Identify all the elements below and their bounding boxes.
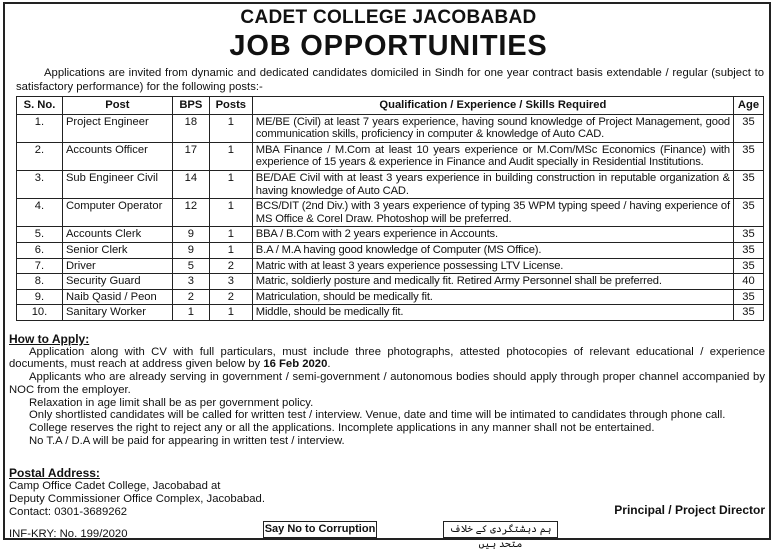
cell-posts: 2 [209, 289, 252, 305]
cell-age: 35 [733, 170, 763, 198]
postal-heading: Postal Address: [9, 466, 100, 480]
cell-age: 35 [733, 258, 763, 274]
cell-qual: B.A / M.A having good knowledge of Computer (MS Office). [252, 242, 733, 258]
table-row [17, 199, 764, 227]
cell-posts: 1 [209, 242, 252, 258]
cell-age: 35 [733, 227, 763, 243]
cell-posts: 1 [209, 170, 252, 198]
org-name: CADET COLLEGE JACOBABAD [240, 7, 537, 28]
cell-post: Sanitary Worker [62, 305, 172, 321]
column-header: S. No. [17, 97, 63, 115]
cell-post: Accounts Officer [62, 142, 172, 170]
cell-posts: 3 [209, 274, 252, 290]
cell-sno: 10. [17, 305, 63, 321]
reference-number: INF-KRY: No. 199/2020 [9, 528, 128, 540]
cell-qual: Middle, should be medically fit. [252, 305, 733, 321]
intro-text: Applications are invited from dynamic and dedicated candidates domiciled in Sindh for one year contract basis extendable / regular (subject to satisfactory performance) for the following posts:- [16, 67, 764, 93]
cell-age: 40 [733, 274, 763, 290]
column-header: Post [62, 97, 172, 115]
apply-text: Application along with CV with full particulars, must include three photographs, attested photocopies of relevant educational / experience documents, must reach at address given below by [9, 345, 765, 371]
table-row [17, 274, 764, 290]
cell-post: Senior Clerk [62, 242, 172, 258]
cell-age: 35 [733, 242, 763, 258]
table-row [17, 305, 764, 321]
cell-age: 35 [733, 199, 763, 227]
cell-bps: 3 [172, 274, 209, 290]
slogan-urdu: ہم دہشتگردی کے خلاف متحد ہیں [443, 521, 558, 538]
postal-address [9, 467, 265, 519]
cell-sno: 1. [17, 114, 63, 142]
cell-sno: 4. [17, 199, 63, 227]
cell-sno: 7. [17, 258, 63, 274]
cell-posts: 2 [209, 258, 252, 274]
cell-qual: Matriculation, should be medically fit. [252, 289, 733, 305]
slogan-english: Say No to Corruption [263, 521, 377, 538]
cell-post: Accounts Clerk [62, 227, 172, 243]
cell-posts: 1 [209, 227, 252, 243]
cell-bps: 2 [172, 289, 209, 305]
table-row [17, 289, 764, 305]
address-line: Deputy Commissioner Office Complex, Jacobabad. [9, 493, 265, 505]
cell-bps: 1 [172, 305, 209, 321]
apply-paragraph: No T.A / D.A will be paid for appearing in written test / interview. [29, 434, 345, 447]
apply-text: . [327, 358, 331, 371]
cell-bps: 14 [172, 170, 209, 198]
cell-post: Project Engineer [62, 114, 172, 142]
cell-posts: 1 [209, 199, 252, 227]
cell-qual: ME/BE (Civil) at least 7 years experience, having sound knowledge of Project Management, good communication skills, proficiency in computer & knowledge of Auto CAD. [252, 114, 733, 142]
table-header-row [17, 97, 764, 115]
apply-paragraph: Only shortlisted candidates will be called for written test / interview. Venue, date and time will be intimated to candidates through phone call. [29, 409, 726, 422]
table-row [17, 227, 764, 243]
cell-bps: 12 [172, 199, 209, 227]
apply-paragraph [9, 346, 765, 371]
cell-qual: BBA / B.Com with 2 years experience in Accounts. [252, 227, 733, 243]
cell-post: Sub Engineer Civil [62, 170, 172, 198]
cell-post: Driver [62, 258, 172, 274]
table-row [17, 258, 764, 274]
table-row [17, 114, 764, 142]
how-to-apply-heading: How to Apply: [9, 332, 90, 346]
cell-sno: 8. [17, 274, 63, 290]
column-header: BPS [172, 97, 209, 115]
cell-sno: 5. [17, 227, 63, 243]
column-header: Posts [209, 97, 252, 115]
cell-sno: 6. [17, 242, 63, 258]
table-row [17, 142, 764, 170]
cell-sno: 3. [17, 170, 63, 198]
cell-post: Naib Qasid / Peon [62, 289, 172, 305]
cell-bps: 17 [172, 142, 209, 170]
apply-paragraph: College reserves the right to reject any or all the applications. Incomplete applications in any manner shall not be entertained. [29, 421, 655, 434]
cell-sno: 9. [17, 289, 63, 305]
signatory: Principal / Project Director [614, 503, 765, 517]
cell-qual: BCS/DIT (2nd Div.) with 3 years experience of typing 35 WPM typing speed / having experience of MS Office & Corel Draw. Photoshop will be preferred. [252, 199, 733, 227]
cell-bps: 5 [172, 258, 209, 274]
cell-bps: 18 [172, 114, 209, 142]
how-to-apply [9, 333, 765, 447]
cell-posts: 1 [209, 305, 252, 321]
cell-posts: 1 [209, 142, 252, 170]
cell-post: Computer Operator [62, 199, 172, 227]
cell-age: 35 [733, 114, 763, 142]
cell-post: Security Guard [62, 274, 172, 290]
cell-sno: 2. [17, 142, 63, 170]
table-row [17, 242, 764, 258]
deadline: 16 Feb 2020 [263, 358, 328, 371]
cell-bps: 9 [172, 227, 209, 243]
contact: Contact: 0301-3689262 [9, 506, 128, 518]
table-row [17, 170, 764, 198]
cell-qual: Matric, soldierly posture and medically fit. Retired Army Personnel shall be preferred. [252, 274, 733, 290]
cell-qual: MBA Finance / M.Com at least 10 years experience or M.Com/MSc Economics (Finance) with experience of 15 years & experience in Finance and Audit specially in Residential Institutions. [252, 142, 733, 170]
cell-qual: Matric with at least 3 years experience possessing LTV License. [252, 258, 733, 274]
column-header: Qualification / Experience / Skills Required [252, 97, 733, 115]
apply-paragraph: Applicants who are already serving in government / semi-government / autonomous bodies should apply through proper channel accompanied by NOC from the employer. [9, 371, 765, 396]
cell-bps: 9 [172, 242, 209, 258]
column-header: Age [733, 97, 763, 115]
cell-age: 35 [733, 305, 763, 321]
address-line: Camp Office Cadet College, Jacobabad at [9, 480, 221, 492]
page-title: JOB OPPORTUNITIES [229, 30, 548, 62]
apply-paragraph: Relaxation in age limit shall be as per government policy. [29, 396, 314, 409]
cell-age: 35 [733, 289, 763, 305]
cell-posts: 1 [209, 114, 252, 142]
cell-age: 35 [733, 142, 763, 170]
cell-qual: BE/DAE Civil with at least 3 years experience in building construction in reputable organization & having knowledge of Auto CAD. [252, 170, 733, 198]
jobs-table [16, 96, 764, 321]
